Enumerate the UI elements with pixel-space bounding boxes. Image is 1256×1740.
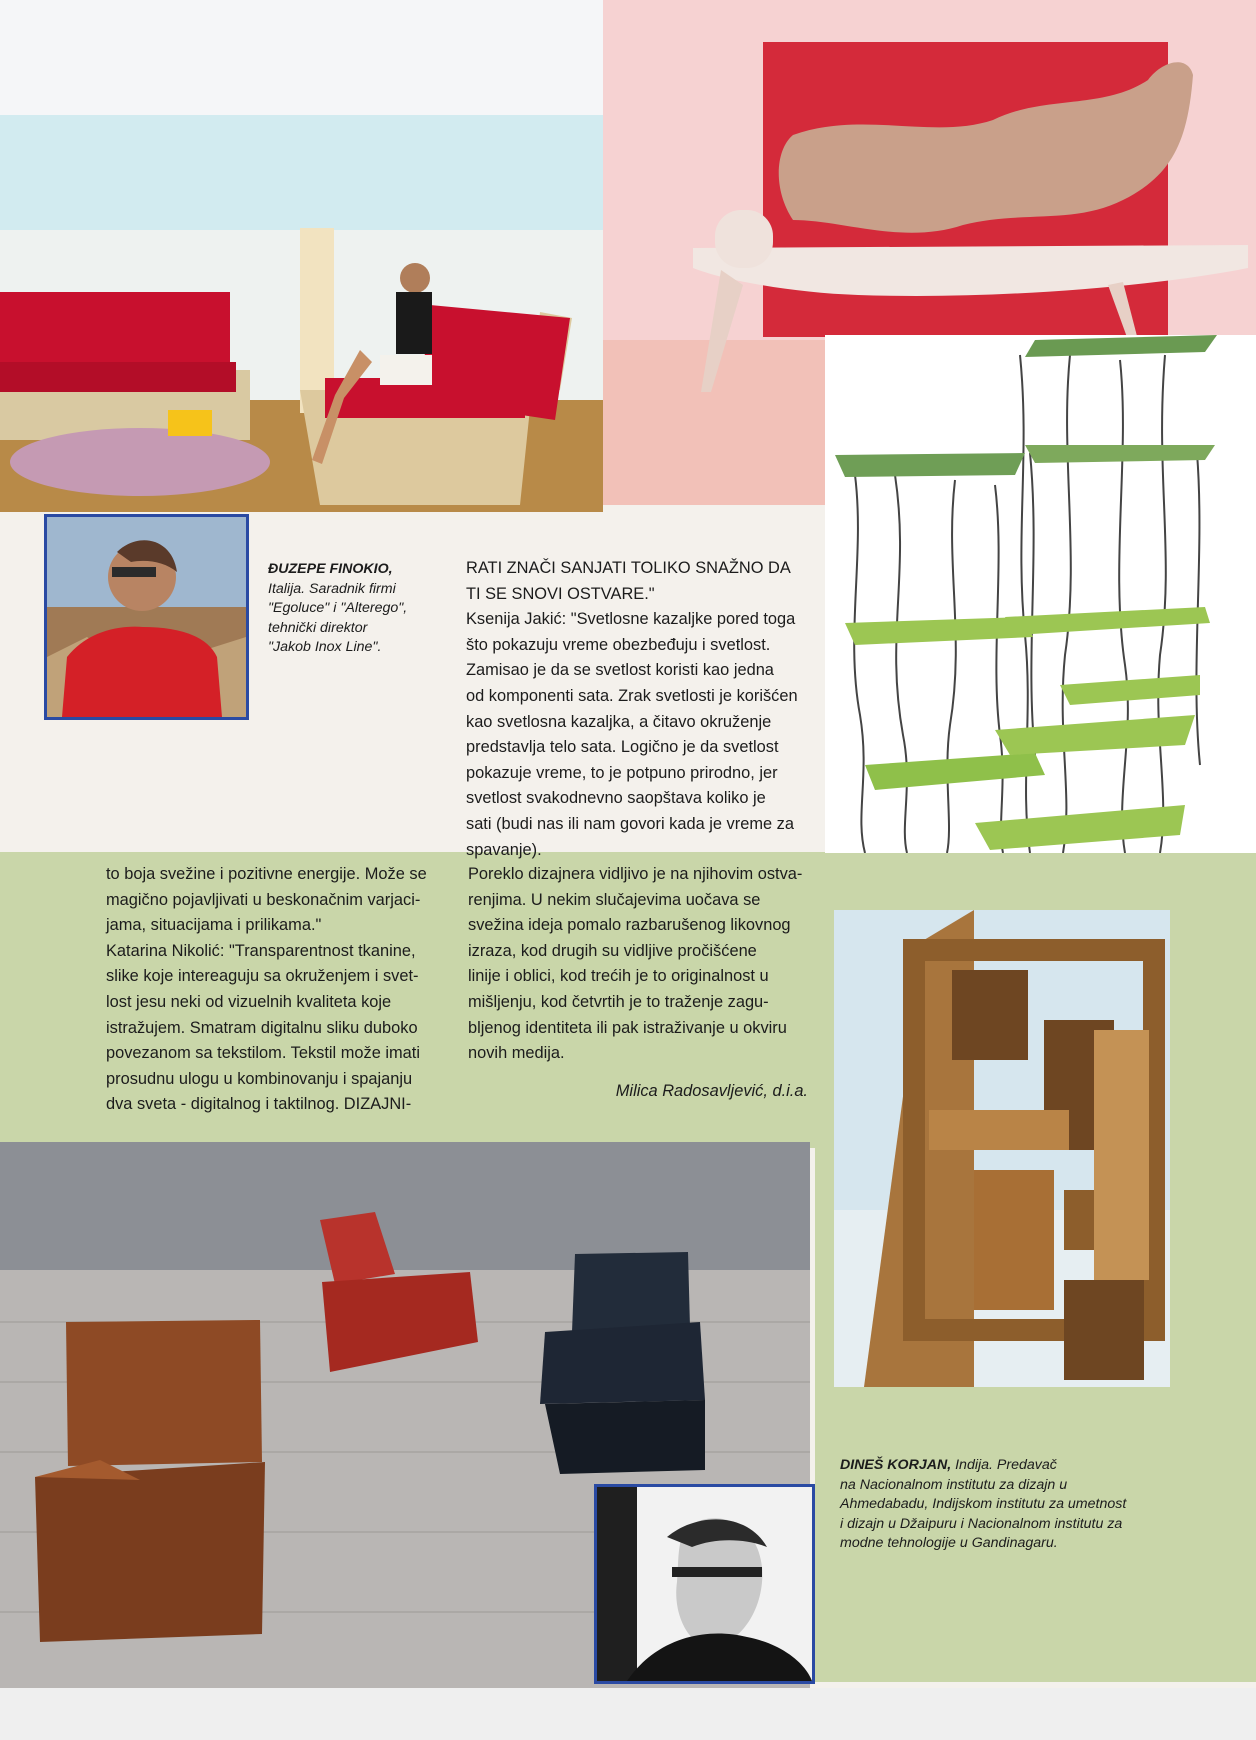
article-line: spavanje). bbox=[466, 840, 542, 859]
caption-finokio-line: Italija. Saradnik firmi bbox=[268, 580, 396, 597]
article-line: što pokazuju vreme obezbeđuju i svetlost. bbox=[466, 635, 771, 654]
article-line: dva sveta - digitalnog i taktilnog. DIZAJNI- bbox=[106, 1095, 412, 1114]
photo-cardboard-shelf bbox=[834, 910, 1170, 1387]
article-line: bljenog identiteta ili pak istraživanje u okviru bbox=[468, 1018, 787, 1037]
caption-korjan-line: modne tehnologije u Gandinagaru. bbox=[840, 1535, 1058, 1551]
article-column-left-green bbox=[106, 862, 446, 1118]
article-line: lost jesu neki od vizuelnih kvaliteta koje bbox=[106, 992, 392, 1011]
article-line: prosudnu ulogu u kombinovanju i spajanju bbox=[106, 1069, 413, 1088]
article-line: kao svetlosna kazaljka, a čitavo okruženje bbox=[466, 712, 772, 731]
photo-green-shelves bbox=[825, 335, 1256, 853]
article-line: od komponenti sata. Zrak svetlosti je korišćen bbox=[466, 686, 798, 705]
caption-korjan-first: Indija. Predavač bbox=[955, 1457, 1057, 1473]
caption-finokio bbox=[268, 560, 428, 658]
article-line: jama, situacijama i prilikama." bbox=[106, 916, 322, 935]
caption-finokio-line: tehnički direktor bbox=[268, 619, 368, 636]
caption-finokio-line: "Egoluce" i "Alterego", bbox=[268, 600, 408, 616]
photo-red-sofas-room bbox=[0, 0, 603, 512]
article-line: renjima. U nekim slučajevima uočava se bbox=[468, 890, 761, 909]
article-line: pokazuje vreme, to je potpuno prirodno, jer bbox=[466, 763, 778, 782]
portrait-finokio bbox=[44, 514, 249, 720]
caption-korjan-name: DINEŠ KORJAN, bbox=[840, 1457, 952, 1473]
caption-korjan bbox=[840, 1456, 1180, 1554]
caption-finokio-name: ĐUZEPE FINOKIO, bbox=[268, 561, 393, 577]
article-line: novih medija. bbox=[468, 1044, 565, 1063]
article-line: svežina ideja pomalo razbarušenog likovnog bbox=[468, 916, 791, 935]
article-column-middle-top bbox=[466, 556, 806, 863]
article-line: Ksenija Jakić: "Svetlosne kazaljke pored toga bbox=[466, 610, 796, 629]
article-line: magično pojavljivati u beskonačnim varjaci- bbox=[106, 890, 421, 909]
article-line: sati (budi nas ili nam govori kada je vreme za bbox=[466, 814, 794, 833]
article-line: Katarina Nikolić: "Transparentnost tkanine, bbox=[106, 941, 416, 960]
caption-korjan-line: i dizajn u Džaipuru i Nacionalnom institutu za bbox=[840, 1515, 1123, 1532]
article-line: linije i oblici, kod trećih je to originalnost u bbox=[468, 967, 769, 986]
article-line: povezanom sa tekstilom. Tekstil može imati bbox=[106, 1044, 420, 1063]
article-line: TI SE SNOVI OSTVARE." bbox=[466, 584, 655, 603]
caption-finokio-line: "Jakob Inox Line". bbox=[268, 639, 382, 655]
portrait-korjan bbox=[594, 1484, 815, 1684]
page-bottom-margin bbox=[0, 1688, 1256, 1740]
caption-korjan-line: Ahmedabadu, Indijskom institutu za umetnost bbox=[840, 1496, 1127, 1512]
article-column-middle-green bbox=[468, 862, 808, 1067]
article-line: to boja svežine i pozitivne energije. Može se bbox=[106, 865, 427, 883]
article-line: Zamisao je da se svetlost koristi kao jedna bbox=[466, 661, 774, 680]
caption-korjan-line: na Nacionalnom institutu za dizajn u bbox=[840, 1476, 1068, 1493]
article-line: RATI ZNAČI SANJATI TOLIKO SNAŽNO DA bbox=[466, 559, 791, 577]
article-line: slike koje intereaguju sa okruženjem i svet- bbox=[106, 967, 419, 986]
article-line: predstavlja telo sata. Logično je da svetlost bbox=[466, 738, 779, 757]
article-line: svetlost svakodnevno saopštava koliko je bbox=[466, 789, 766, 808]
article-line: istražujem. Smatram digitalnu sliku duboko bbox=[106, 1018, 418, 1037]
article-line: Poreklo dizajnera vidljivo je na njihovim ostva- bbox=[468, 865, 803, 883]
article-line: izraza, kod drugih su vidljive pročišćene bbox=[468, 941, 757, 960]
article-line: mišljenju, kod četvrtih je to traženje zagu- bbox=[468, 992, 769, 1011]
article-byline: Milica Radosavljević, d.i.a. bbox=[615, 1082, 808, 1100]
